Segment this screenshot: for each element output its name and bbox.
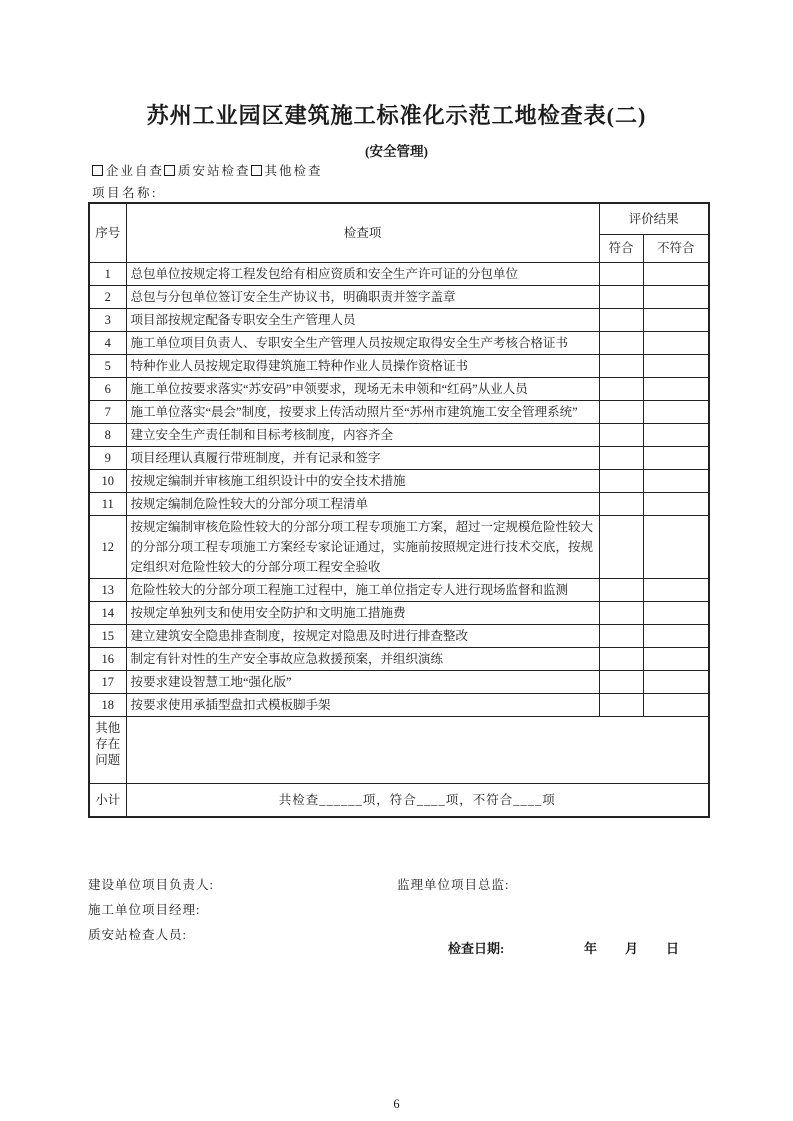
page-subtitle: (安全管理) — [365, 144, 428, 159]
check-item-text: 按规定单独列支和使用安全防护和文明施工措施费 — [126, 601, 599, 624]
table-row — [89, 469, 709, 492]
page-number: 6 — [393, 1097, 400, 1111]
fail-result-cell[interactable] — [643, 446, 709, 469]
row-number: 9 — [89, 446, 126, 469]
row-number: 16 — [89, 647, 126, 670]
table-row — [89, 285, 709, 308]
table-row — [89, 578, 709, 601]
col-header-item: 检查项 — [126, 203, 599, 262]
check-option-station — [164, 164, 251, 178]
check-option-enterprise — [92, 164, 164, 178]
pass-result-cell[interactable] — [599, 262, 643, 285]
fail-result-cell[interactable] — [643, 262, 709, 285]
pass-result-cell[interactable] — [599, 647, 643, 670]
check-item-text: 按要求使用承插型盘扣式模板脚手架 — [126, 693, 599, 716]
table-row — [89, 670, 709, 693]
fail-result-cell[interactable] — [643, 469, 709, 492]
check-option-other — [251, 164, 323, 178]
other-problems-cell[interactable] — [126, 716, 709, 783]
row-number: 1 — [89, 262, 126, 285]
row-number: 11 — [89, 492, 126, 515]
table-row — [89, 262, 709, 285]
pass-result-cell[interactable] — [599, 601, 643, 624]
builder-signature-label: 建设单位项目负责人: — [88, 878, 214, 892]
project-name-label: 项目名称: — [92, 186, 158, 200]
check-item-text: 施工单位落实“晨会”制度，按要求上传活动照片至“苏州市建筑施工安全管理系统” — [126, 400, 599, 423]
check-option-label: 其他检查 — [264, 164, 323, 178]
supervision-signature-label: 监理单位项目总监: — [397, 878, 510, 892]
check-option-label: 企业自查 — [106, 164, 165, 178]
pass-result-cell[interactable] — [599, 670, 643, 693]
table-row — [89, 515, 709, 578]
pass-result-cell[interactable] — [599, 331, 643, 354]
fail-result-cell[interactable] — [643, 515, 709, 578]
table-row — [89, 423, 709, 446]
check-item-text: 项目部按规定配备专职安全生产管理人员 — [126, 308, 599, 331]
check-item-text: 总包与分包单位签订安全生产协议书，明确职责并签字盖章 — [126, 285, 599, 308]
fail-result-cell[interactable] — [643, 377, 709, 400]
page-title: 苏州工业园区建筑施工标准化示范工地检查表(二) — [146, 103, 647, 128]
subtotal-label: 小计 — [89, 783, 126, 817]
fail-result-cell[interactable] — [643, 308, 709, 331]
fail-result-cell[interactable] — [643, 670, 709, 693]
row-number: 4 — [89, 331, 126, 354]
fail-result-cell[interactable] — [643, 578, 709, 601]
pass-result-cell[interactable] — [599, 377, 643, 400]
table-row — [89, 331, 709, 354]
row-number: 3 — [89, 308, 126, 331]
row-number: 18 — [89, 693, 126, 716]
pass-result-cell[interactable] — [599, 400, 643, 423]
fail-result-cell[interactable] — [643, 285, 709, 308]
check-item-text: 按规定编制危险性较大的分部分项工程清单 — [126, 492, 599, 515]
date-year-label: 年 — [584, 941, 598, 956]
other-problems-row — [89, 716, 709, 783]
check-option-label: 质安站检查 — [178, 164, 251, 178]
table-row — [89, 377, 709, 400]
col-header-fail: 不符合 — [643, 234, 709, 262]
pass-result-cell[interactable] — [599, 285, 643, 308]
col-header-pass: 符合 — [599, 234, 643, 262]
pass-result-cell[interactable] — [599, 492, 643, 515]
row-number: 6 — [89, 377, 126, 400]
check-type-row — [92, 161, 323, 179]
col-header-no: 序号 — [89, 203, 126, 262]
table-row — [89, 446, 709, 469]
table-row — [89, 308, 709, 331]
check-item-text: 制定有针对性的生产安全事故应急救援预案，并组织演练 — [126, 647, 599, 670]
row-number: 12 — [89, 515, 126, 578]
table-row — [89, 693, 709, 716]
check-item-text: 总包单位按规定将工程发包给有相应资质和安全生产许可证的分包单位 — [126, 262, 599, 285]
subtotal-text: 共检查______项，符合____项，不符合____项 — [126, 783, 709, 817]
date-label: 检查日期: — [448, 941, 505, 956]
row-number: 5 — [89, 354, 126, 377]
fail-result-cell[interactable] — [643, 400, 709, 423]
fail-result-cell[interactable] — [643, 693, 709, 716]
row-number: 2 — [89, 285, 126, 308]
check-item-text: 建立安全生产责任制和目标考核制度，内容齐全 — [126, 423, 599, 446]
col-header-result: 评价结果 — [599, 203, 709, 234]
check-item-text: 按规定编制并审核施工组织设计中的安全技术措施 — [126, 469, 599, 492]
check-item-text: 施工单位项目负责人、专职安全生产管理人员按规定取得安全生产考核合格证书 — [126, 331, 599, 354]
pass-result-cell[interactable] — [599, 308, 643, 331]
pass-result-cell[interactable] — [599, 423, 643, 446]
table-header-row — [89, 203, 709, 234]
checkbox-icon[interactable] — [164, 165, 175, 176]
date-month-label: 月 — [625, 941, 639, 956]
row-number: 7 — [89, 400, 126, 423]
table-row — [89, 400, 709, 423]
inspector-signature-label: 质安站检查人员: — [88, 928, 187, 942]
pass-result-cell[interactable] — [599, 515, 643, 578]
inspection-table — [88, 202, 710, 818]
fail-result-cell[interactable] — [643, 624, 709, 647]
pass-result-cell[interactable] — [599, 693, 643, 716]
pass-result-cell[interactable] — [599, 354, 643, 377]
check-item-text: 施工单位按要求落实“苏安码”申领要求，现场无未申领和“红码”从业人员 — [126, 377, 599, 400]
table-row — [89, 624, 709, 647]
row-number: 17 — [89, 670, 126, 693]
pass-result-cell[interactable] — [599, 578, 643, 601]
row-number: 14 — [89, 601, 126, 624]
row-number: 15 — [89, 624, 126, 647]
table-row — [89, 647, 709, 670]
checkbox-icon[interactable] — [251, 165, 262, 176]
check-item-text: 危险性较大的分部分项工程施工过程中，施工单位指定专人进行现场监督和监测 — [126, 578, 599, 601]
table-row — [89, 492, 709, 515]
fail-result-cell[interactable] — [643, 354, 709, 377]
fail-result-cell[interactable] — [643, 601, 709, 624]
date-day-label: 日 — [666, 941, 680, 956]
pass-result-cell[interactable] — [599, 624, 643, 647]
table-row — [89, 601, 709, 624]
row-number: 10 — [89, 469, 126, 492]
row-number: 13 — [89, 578, 126, 601]
check-item-text: 按规定编制审核危险性较大的分部分项工程专项施工方案，超过一定规模危险性较大的分部分项工程专项施工方案经专家论证通过，实施前按照规定进行技术交底，按规定组织对危险性较大的分部分项工程安全验收 — [126, 515, 599, 578]
pass-result-cell[interactable] — [599, 469, 643, 492]
check-item-text: 项目经理认真履行带班制度，并有记录和签字 — [126, 446, 599, 469]
fail-result-cell[interactable] — [643, 647, 709, 670]
other-problems-label: 其他存在问题 — [89, 716, 126, 783]
subtotal-row — [89, 783, 709, 817]
check-item-text: 特种作业人员按规定取得建筑施工特种作业人员操作资格证书 — [126, 354, 599, 377]
check-item-text: 建立建筑安全隐患排查制度，按规定对隐患及时进行排查整改 — [126, 624, 599, 647]
constructor-signature-label: 施工单位项目经理: — [88, 903, 201, 917]
fail-result-cell[interactable] — [643, 331, 709, 354]
checkbox-icon[interactable] — [92, 165, 103, 176]
fail-result-cell[interactable] — [643, 492, 709, 515]
table-row — [89, 354, 709, 377]
pass-result-cell[interactable] — [599, 446, 643, 469]
check-item-text: 按要求建设智慧工地“强化版” — [126, 670, 599, 693]
row-number: 8 — [89, 423, 126, 446]
fail-result-cell[interactable] — [643, 423, 709, 446]
